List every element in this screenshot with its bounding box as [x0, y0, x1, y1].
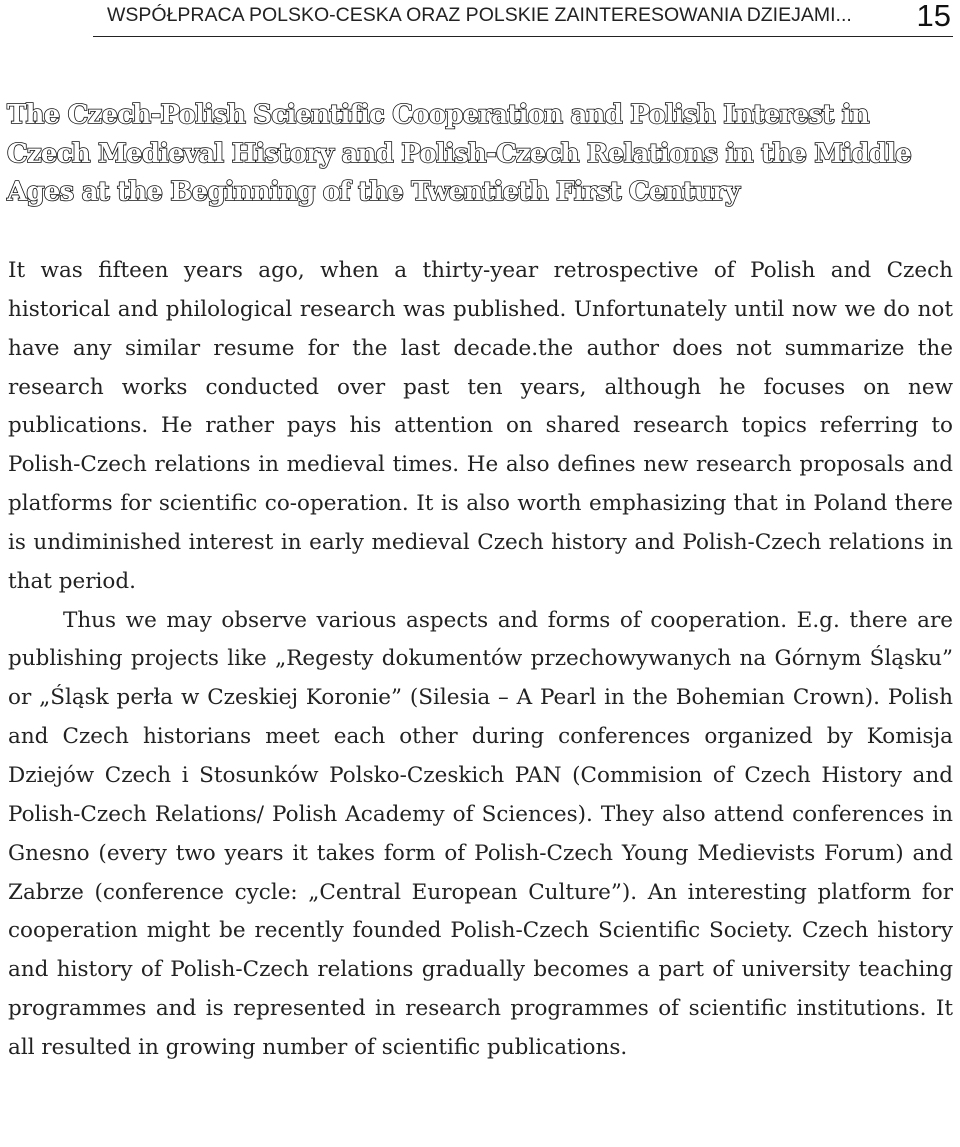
- paragraph-cooperation: Thus we may observe various aspects and forms of cooperation. E.g. there are publishing projects like „Regesty dokumentów przechowywanych na Górnym Śląsku” or „Śląsk perła w Czeskiej Koronie” (Silesia – A Pearl in the Bohemian Crown). Polish and Czech historians meet each other during conferences organized by Komisja Dziejów Czech i Stosunków Polsko-Czeskich PAN (Commision of Czech History and Polish-Czech Relations/ Polish Academy of Sciences). They also attend conferences in Gnesno (every two years it takes form of Polish-Czech Young Medievists Forum) and Zabrze (conference cycle: „Central European Culture”). An interesting platform for cooperation might be recently founded Polish-Czech Scientific Society. Czech history and history of Polish-Czech relations gradually becomes a part of university teaching programmes and is represented in research programmes of scientific institutions. It all resulted in growing number of scientific publications.: [8, 607, 953, 1060]
- page-number: 15: [916, 0, 951, 33]
- article-body: [8, 252, 953, 1068]
- running-header: [93, 0, 953, 37]
- paragraph-abstract: It was fifteen years ago, when a thirty-year retrospective of Polish and Czech historical and philological research was published. Unfortunately until now we do not have any similar resume for the last decade.the author does not summarize the research works conducted over past ten years, although he focuses on new publications. He rather pays his attention on shared research topics referring to Polish-Czech relations in medieval times. He also defines new research proposals and platforms for scientific co-operation. It is also worth emphasizing that in Poland there is undiminished interest in early medieval Czech history and Polish-Czech relations in that period.: [8, 258, 953, 594]
- article-title: The Czech-Polish Scientific Cooperation and Polish Interest in Czech Medieval History and Polish-Czech Relations in the Middle Ages at the Beginning of the Twentieth First Century: [7, 100, 911, 207]
- running-title: WSPÓŁPRACA POLSKO-CESKA ORAZ POLSKIE ZAINTERESOWANIA DZIEJAMI...: [107, 4, 852, 26]
